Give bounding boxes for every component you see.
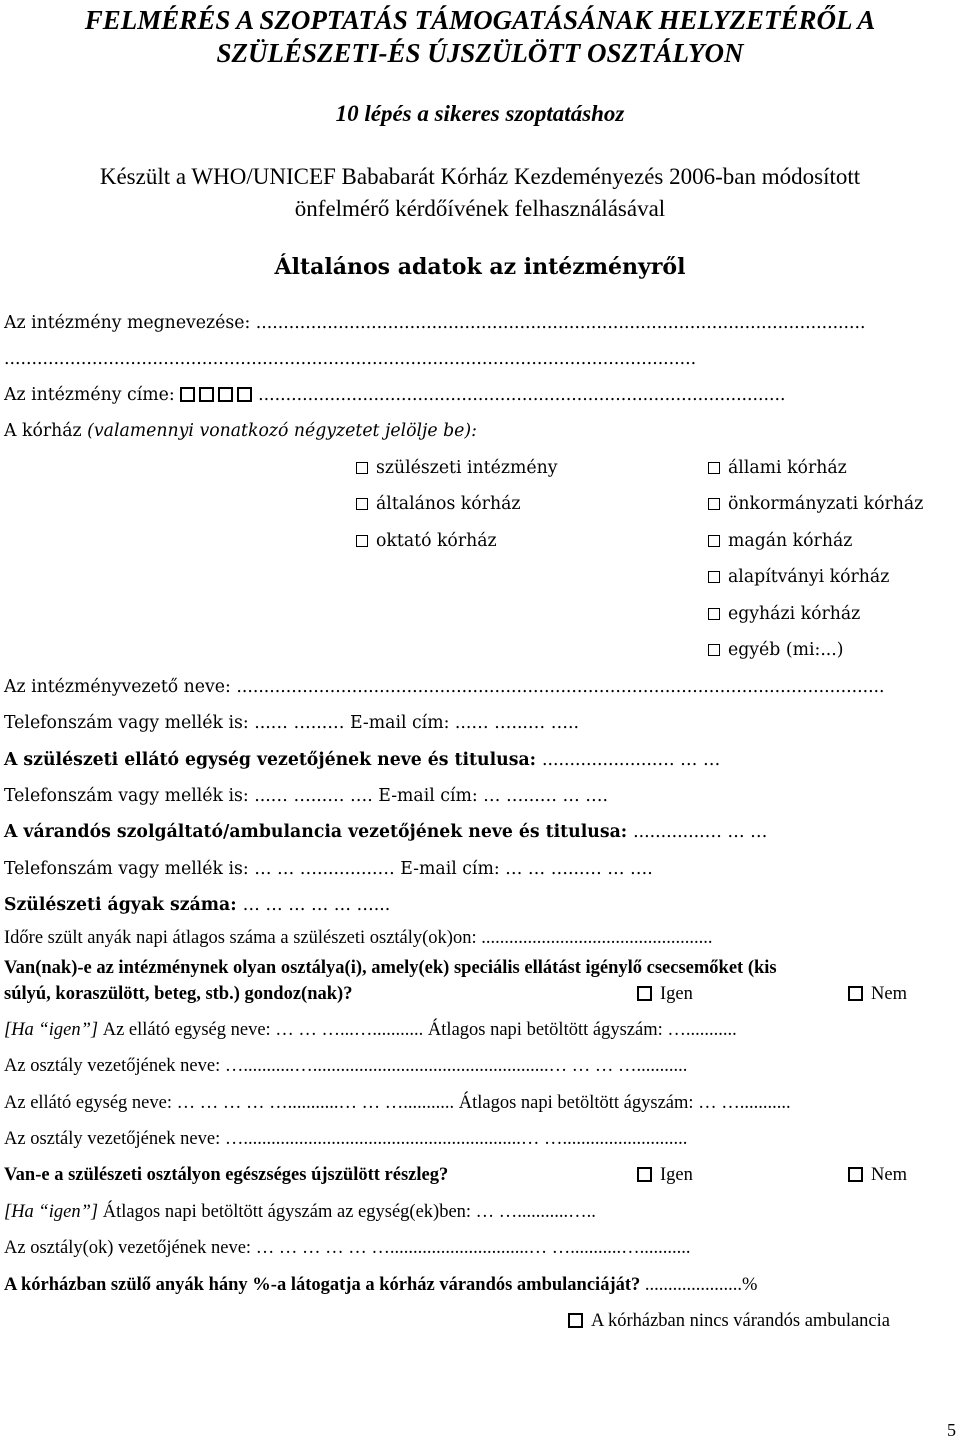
checkbox-icon[interactable]	[356, 498, 368, 510]
director-name-dots[interactable]: ......................................................................................................................	[236, 677, 885, 697]
institution-name-continued[interactable]: ..............................................................................................................................	[4, 349, 697, 369]
checkbox-icon[interactable]	[708, 498, 720, 510]
intro-line1: Készült a WHO/UNICEF Bababarát Kórház Kezdeményezés 2006-ban módosított	[99, 164, 861, 189]
checkbox-icon[interactable]	[356, 535, 368, 547]
prenatal-percent-dots[interactable]: .....................%	[644, 1275, 758, 1295]
if-yes-label: [Ha “igen”]	[4, 1202, 103, 1222]
obstetrics-head-dots[interactable]: .....................… … …	[542, 750, 721, 770]
checkbox-icon[interactable]	[356, 462, 368, 474]
hospital-owner-option[interactable]: alapítványi kórház	[708, 567, 889, 587]
ambulance-head-line	[4, 822, 767, 842]
hospital-owner-option[interactable]: önkormányzati kórház	[708, 494, 923, 514]
document-title-line2: SZÜLÉSZETI-ÉS ÚJSZÜLÖTT OSZTÁLYON	[216, 38, 744, 68]
hospital-owner-option[interactable]: egyházi kórház	[708, 604, 860, 624]
postal-code-box-3[interactable]	[218, 387, 233, 402]
checkbox-icon[interactable]	[708, 571, 720, 583]
daily-average-line	[4, 928, 712, 949]
director-name-label: Az intézményvezető neve:	[4, 677, 237, 697]
hospital-type-option[interactable]: általános kórház	[356, 494, 520, 514]
healthy-newborn-question: Van-e a szülészeti osztályon egészséges újszülött részleg?	[4, 1165, 449, 1185]
institution-name-dots[interactable]: ...............................................................................................................	[255, 313, 866, 333]
special-ward-head1-line[interactable]: Az osztály vezetőjének neve: …...........…...................................................… … … …...........	[4, 1056, 688, 1076]
postal-code-box-4[interactable]	[237, 387, 252, 402]
special-unit2-line[interactable]: Az ellátó egység neve: … … … … …...........… … …........... Átlagos napi betöltött ágyszám: … …...........	[4, 1093, 791, 1113]
special-care-no-option[interactable]: Nem	[848, 984, 907, 1005]
hospital-type-question	[4, 421, 477, 441]
special-care-question-line1: Van(nak)-e az intézménynek olyan osztálya(i), amely(ek) speciális ellátást igénylő csecsemőket (kis	[4, 958, 777, 978]
institution-name-label: Az intézmény megnevezése:	[4, 313, 256, 333]
prenatal-question-line	[4, 1275, 757, 1296]
hospital-owner-option[interactable]: állami kórház	[708, 458, 847, 478]
intro-line2: önfelmérő kérdőívének felhasználásával	[294, 196, 666, 221]
beds-count-dots[interactable]: … … … … … …...	[242, 895, 391, 915]
special-ward-head2-line[interactable]: Az osztály vezetőjének neve: …............................................................… …...........................	[4, 1129, 688, 1149]
healthy-ward-head-line[interactable]: Az osztály(ok) vezetőjének neve: … … … … … …..............................… …...........…...........	[4, 1238, 691, 1258]
daily-average-dots[interactable]: ..................................................	[481, 928, 713, 948]
checkbox-icon[interactable]	[708, 462, 720, 474]
special-care-yes-option[interactable]: Igen	[637, 984, 693, 1005]
checkbox-icon[interactable]	[708, 644, 720, 656]
beds-count-line	[4, 895, 390, 915]
document-subtitle: 10 lépés a sikeres szoptatáshoz	[335, 101, 625, 126]
document-title-line1: FELMÉRÉS A SZOPTATÁS TÁMOGATÁSÁNAK HELYZETÉRŐL A	[84, 5, 876, 35]
hospital-owner-option[interactable]: egyéb (mi:...)	[708, 640, 844, 660]
page-number: 5	[947, 1420, 956, 1440]
ambulance-contact-line[interactable]: Telefonszám vagy mellék is: … … …...........… E-mail cím: … … …...… … ….	[4, 859, 653, 879]
healthy-newborn-yes-option[interactable]: Igen	[637, 1165, 693, 1186]
ambulance-head-label: A várandós szolgáltató/ambulancia vezetőjének neve és titulusa:	[4, 822, 634, 842]
hospital-owner-option[interactable]: magán kórház	[708, 531, 852, 551]
healthy-newborn-beds-text[interactable]: Átlagos napi betöltött ágyszám az egység(ek)ben: … …...........…..	[102, 1202, 596, 1222]
hospital-type-label: A kórház	[4, 421, 88, 441]
daily-average-label: Időre szült anyák napi átlagos száma a szülészeti osztály(ok)on:	[4, 928, 482, 948]
hospital-type-hint: (valamennyi vonatkozó négyzetet jelölje be):	[87, 421, 477, 441]
healthy-newborn-no-option[interactable]: Nem	[848, 1165, 907, 1186]
postal-code-box-1[interactable]	[180, 387, 195, 402]
prenatal-question-label: A kórházban szülő anyák hány %-a látogatja a kórház várandós ambulanciáját?	[4, 1275, 645, 1295]
ambulance-head-dots[interactable]: .............… … …	[633, 822, 768, 842]
hospital-type-option[interactable]: oktató kórház	[356, 531, 497, 551]
checkbox-icon[interactable]	[708, 608, 720, 620]
institution-address-line	[4, 385, 786, 405]
section-title: Általános adatok az intézményről	[274, 254, 686, 280]
healthy-newborn-beds-line[interactable]	[4, 1202, 596, 1223]
obstetrics-contact-line[interactable]: Telefonszám vagy mellék is: ...… …...… …. E-mail cím: … …...… … ….	[4, 786, 609, 806]
checkbox-icon[interactable]	[708, 535, 720, 547]
if-yes-label: [Ha “igen”]	[4, 1020, 103, 1040]
hospital-type-option[interactable]: szülészeti intézmény	[356, 458, 557, 478]
beds-count-label: Szülészeti ágyak száma:	[4, 895, 243, 915]
no-prenatal-option[interactable]: A kórházban nincs várandós ambulancia	[568, 1311, 890, 1332]
checkbox-icon[interactable]	[568, 1313, 583, 1328]
institution-address-dots[interactable]: ................................................................................................	[258, 385, 786, 405]
checkbox-icon[interactable]	[848, 986, 863, 1001]
special-unit1-text[interactable]: Az ellátó egység neve: … … …...…........... Átlagos napi betöltött ágyszám: …...........	[102, 1020, 737, 1040]
institution-address-label: Az intézmény címe:	[4, 385, 181, 405]
institution-name-line	[4, 313, 866, 333]
obstetrics-head-label: A szülészeti ellátó egység vezetőjének neve és titulusa:	[4, 750, 543, 770]
special-care-question-line2: súlyú, koraszülött, beteg, stb.) gondoz(nak)?	[4, 984, 353, 1004]
checkbox-icon[interactable]	[637, 1167, 652, 1182]
special-unit1-line[interactable]	[4, 1020, 737, 1041]
checkbox-icon[interactable]	[637, 986, 652, 1001]
director-name-line	[4, 677, 885, 697]
checkbox-icon[interactable]	[848, 1167, 863, 1182]
obstetrics-head-line	[4, 750, 720, 770]
postal-code-box-2[interactable]	[199, 387, 214, 402]
director-contact-line[interactable]: Telefonszám vagy mellék is: ...… …...… E-mail cím: ...… …...… …..	[4, 713, 579, 733]
